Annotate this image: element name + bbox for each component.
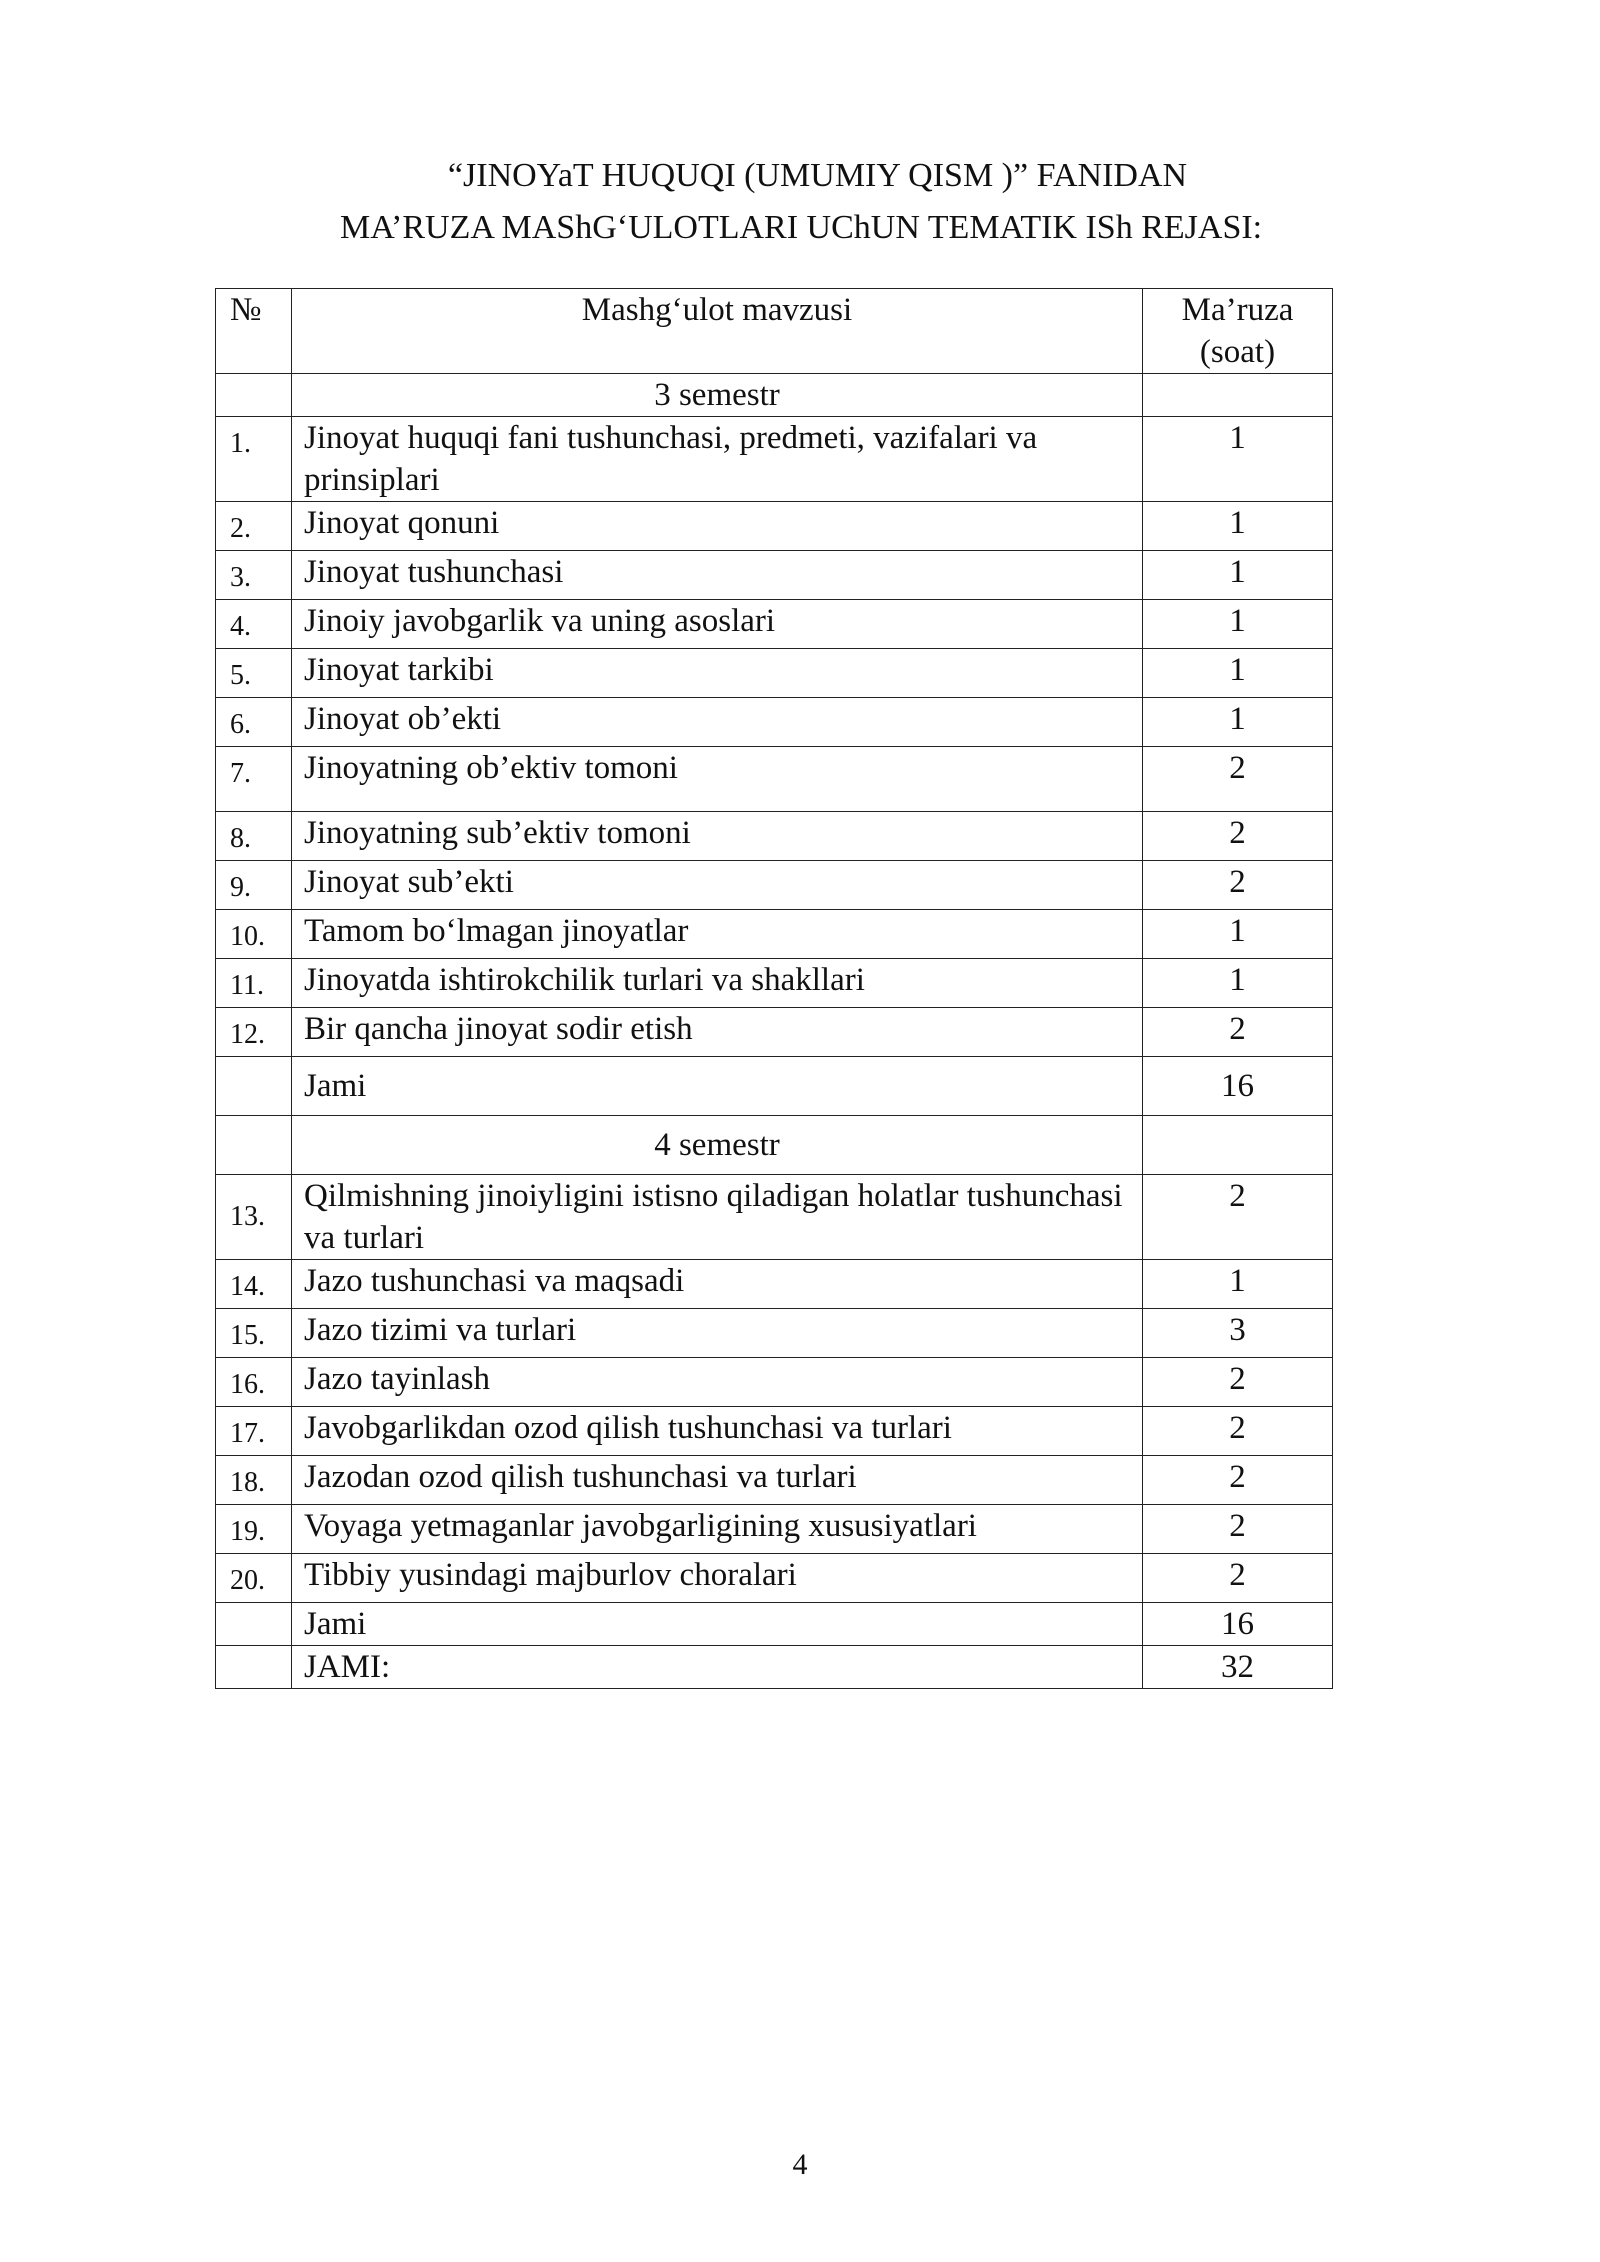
table-row (216, 861, 1333, 910)
row-number: 14. (216, 1260, 292, 1309)
row-hours: 2 (1143, 1456, 1333, 1505)
table-row (216, 812, 1333, 861)
row-topic: Jazo tushunchasi va maqsadi (292, 1260, 1143, 1309)
row-hours: 2 (1143, 1554, 1333, 1603)
header-hours (1143, 289, 1333, 374)
title-line-1: “JINOYaT HUQUQI (UMUMIY QISM )” FANIDAN (447, 157, 1188, 194)
row-topic: Jinoyat huquqi fani tushunchasi, predmeti, vazifalari va prinsiplari (292, 417, 1143, 502)
total-value: 16 (1143, 1603, 1333, 1646)
row-hours: 1 (1143, 600, 1333, 649)
semester-3-total-row (216, 1057, 1333, 1116)
table-row (216, 698, 1333, 747)
semester-header-row (216, 374, 1333, 417)
row-hours: 2 (1143, 1407, 1333, 1456)
total-number-cell (216, 1603, 292, 1646)
table-row (216, 1505, 1333, 1554)
grand-total-row (216, 1646, 1333, 1689)
row-number: 19. (216, 1505, 292, 1554)
row-hours: 2 (1143, 1008, 1333, 1057)
row-hours: 2 (1143, 747, 1333, 812)
row-topic: Jinoyat qonuni (292, 502, 1143, 551)
row-number: 3. (216, 551, 292, 600)
header-number: № (216, 289, 292, 374)
title-line-2: MA’RUZA MAShG‘ULOTLARI UChUN TEMATIK ISh REJASI: (340, 209, 1263, 246)
row-number: 16. (216, 1358, 292, 1407)
row-topic: Jinoyat tarkibi (292, 649, 1143, 698)
row-number: 7. (216, 747, 292, 812)
row-topic: Tamom bo‘lmagan jinoyatlar (292, 910, 1143, 959)
row-hours: 2 (1143, 1175, 1333, 1260)
header-hours-line-1: Ma’ruza (1181, 292, 1294, 328)
total-number-cell (216, 1057, 292, 1116)
row-number: 1. (216, 417, 292, 502)
table-row (216, 1309, 1333, 1358)
row-topic: Jinoyat sub’ekti (292, 861, 1143, 910)
table-row (216, 1456, 1333, 1505)
row-topic: Voyaga yetmaganlar javobgarligining xususiyatlari (292, 1505, 1143, 1554)
row-hours: 1 (1143, 910, 1333, 959)
semester-4-total-row (216, 1603, 1333, 1646)
row-topic: Jazodan ozod qilish tushunchasi va turlari (292, 1456, 1143, 1505)
table-row (216, 1554, 1333, 1603)
row-hours: 2 (1143, 1358, 1333, 1407)
table-body (216, 374, 1333, 1689)
row-topic: Qilmishning jinoiyligini istisno qiladigan holatlar tushunchasi va turlari (292, 1175, 1143, 1260)
semester-hours-cell (1143, 1116, 1333, 1175)
row-number: 10. (216, 910, 292, 959)
table-row (216, 600, 1333, 649)
row-topic: Jinoyatning sub’ektiv tomoni (292, 812, 1143, 861)
table-row (216, 1175, 1333, 1260)
header-topic: Mashg‘ulot mavzusi (292, 289, 1143, 374)
row-number: 20. (216, 1554, 292, 1603)
row-number: 17. (216, 1407, 292, 1456)
table-row (216, 1260, 1333, 1309)
row-hours: 1 (1143, 649, 1333, 698)
total-number-cell (216, 1646, 292, 1689)
semester-header-row (216, 1116, 1333, 1175)
row-number: 5. (216, 649, 292, 698)
total-label: Jami (292, 1057, 1143, 1116)
table-row (216, 959, 1333, 1008)
total-value: 32 (1143, 1646, 1333, 1689)
row-topic: Jazo tayinlash (292, 1358, 1143, 1407)
semester-number-cell (216, 374, 292, 417)
total-label: Jami (292, 1603, 1143, 1646)
total-label: JAMI: (292, 1646, 1143, 1689)
row-topic: Jinoyatda ishtirokchilik turlari va shakllari (292, 959, 1143, 1008)
row-topic: Jinoiy javobgarlik va uning asoslari (292, 600, 1143, 649)
semester-label: 3 semestr (292, 374, 1143, 417)
table-row (216, 1407, 1333, 1456)
semester-number-cell (216, 1116, 292, 1175)
row-number: 2. (216, 502, 292, 551)
document-title (330, 150, 1380, 254)
row-topic: Javobgarlikdan ozod qilish tushunchasi va turlari (292, 1407, 1143, 1456)
row-number: 4. (216, 600, 292, 649)
row-topic: Jazo tizimi va turlari (292, 1309, 1143, 1358)
row-topic: Jinoyat tushunchasi (292, 551, 1143, 600)
row-number: 15. (216, 1309, 292, 1358)
total-value: 16 (1143, 1057, 1333, 1116)
row-number: 8. (216, 812, 292, 861)
row-number: 13. (216, 1175, 292, 1260)
thematic-plan-table (215, 288, 1333, 1689)
row-hours: 1 (1143, 959, 1333, 1008)
row-hours: 1 (1143, 502, 1333, 551)
table-row (216, 417, 1333, 502)
row-number: 12. (216, 1008, 292, 1057)
header-hours-line-2: (soat) (1199, 334, 1276, 370)
table-row (216, 649, 1333, 698)
row-number: 9. (216, 861, 292, 910)
row-hours: 1 (1143, 417, 1333, 502)
row-hours: 1 (1143, 1260, 1333, 1309)
row-hours: 3 (1143, 1309, 1333, 1358)
row-number: 6. (216, 698, 292, 747)
row-hours: 2 (1143, 1505, 1333, 1554)
row-hours: 2 (1143, 812, 1333, 861)
table-row (216, 910, 1333, 959)
row-number: 11. (216, 959, 292, 1008)
row-number: 18. (216, 1456, 292, 1505)
row-topic: Jinoyat ob’ekti (292, 698, 1143, 747)
table-row (216, 747, 1333, 812)
page-number: 4 (792, 2148, 808, 2181)
semester-hours-cell (1143, 374, 1333, 417)
row-topic: Jinoyatning ob’ektiv tomoni (292, 747, 1143, 812)
row-hours: 1 (1143, 698, 1333, 747)
row-topic: Tibbiy yusindagi majburlov choralari (292, 1554, 1143, 1603)
table-row (216, 1008, 1333, 1057)
row-hours: 2 (1143, 861, 1333, 910)
table-header-row (216, 289, 1333, 374)
semester-label: 4 semestr (292, 1116, 1143, 1175)
row-topic: Bir qancha jinoyat sodir etish (292, 1008, 1143, 1057)
table-row (216, 502, 1333, 551)
row-hours: 1 (1143, 551, 1333, 600)
table-row (216, 1358, 1333, 1407)
table-row (216, 551, 1333, 600)
